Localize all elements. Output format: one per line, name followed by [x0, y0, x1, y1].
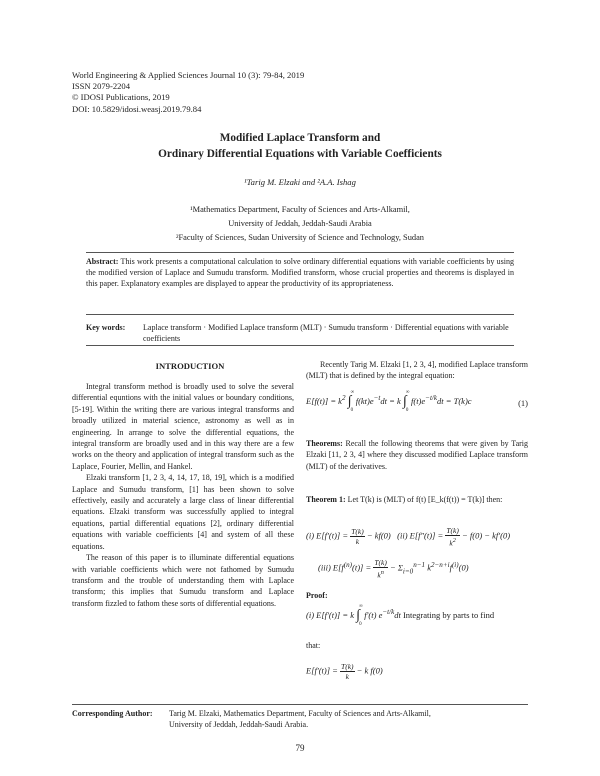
theorem-1-part-iii: (iii) $E[f^{(n)}(t)]$ = $\frac{T(k)}{k^n}$ − $\Sigma_{i=0}^{n-1}$ $k^{2-n+i}f^{(i)}(0)$ — [318, 558, 469, 580]
keywords-label: Key words: — [86, 323, 126, 332]
mlt-definition-text: Recently Tarig M. Elzaki [1, 2 3, 4], modified Laplace transform (MLT) that is defined by the integral equation: — [306, 360, 528, 381]
equation-1-number: (1) — [518, 398, 528, 408]
keywords-text: Laplace transform · Modified Laplace transform (MLT) · Sumudu transform · Differential equations with variable coefficients — [143, 323, 509, 343]
affiliations — [72, 203, 528, 245]
equation-1: $E[f(t)] = k^2$ ∫ ∞ 0 $f(kt)e^{-t}dt = k$ ∫ ∞ 0 $f(t)e^{-t/k}dt = T(k)c$ (1) — [306, 390, 528, 413]
abstract — [86, 256, 514, 289]
theorems-paragraph — [306, 438, 528, 472]
affiliation-3: ²Faculty of Sciences, Sudan University of Science and Technology, Sudan — [175, 233, 424, 242]
corresponding-author — [72, 708, 431, 730]
title-line-1: Modified Laplace Transform and — [219, 132, 381, 144]
proof-equation: (i) E[f′(t)] = k ∫ ∞ 0 f′(t) $e^{-t/k}dt$ Integrating by parts to find — [306, 604, 495, 627]
abstract-label: Abstract: — [86, 257, 119, 266]
theorems-label: Theorems: — [306, 439, 343, 448]
issn: ISSN 2079-2204 — [72, 81, 131, 92]
authors: ¹Tarig M. Elzaki and ²A.A. Ishag — [244, 177, 356, 187]
that-text: that: — [306, 641, 321, 650]
intro-paragraph-3: The reason of this paper is to illuminate differential equations with variable coefficients which were not fathomed by Sumudu transform and the trouble of understanding them with Laplace transform; this implies that Sumudu transform and Laplace transform fizzled to fathom these sorts of differential equations. — [72, 553, 294, 608]
keywords-bottom-rule — [86, 345, 514, 346]
affiliation-2: University of Jeddah, Jeddah-Saudi Arabia — [228, 219, 372, 228]
corresponding-author-line-2: University of Jeddah, Jeddah-Saudi Arabia. — [169, 720, 309, 729]
keywords — [86, 322, 514, 344]
paper-title — [72, 130, 528, 162]
title-line-2: Ordinary Differential Equations with Variable Coefficients — [158, 148, 442, 160]
proof-tail-text: Integrating by parts to find — [402, 609, 495, 620]
abstract-top-rule — [86, 252, 514, 253]
affiliation-1: ¹Mathematics Department, Faculty of Sciences and Arts-Alkamil, — [190, 205, 410, 214]
abstract-bottom-rule — [86, 314, 514, 315]
left-column — [72, 381, 294, 609]
theorem-1 — [306, 494, 528, 505]
that-text-block — [306, 640, 528, 651]
proof-result-equation: E[f′(t)] = $\frac{T(k)}{k}$ − k f(0) — [306, 662, 383, 681]
theorem-1-text: Let T(k) is (MLT) of f(t) [E_k(f(t)) = T(k)] then: — [347, 495, 503, 504]
abstract-text: This work presents a computational calculation to solve ordinary differential equations with variable coefficients by using the modified version of Laplace and Sumudu transform. Modified transform, whose crucial properties and theorems is displayed in this paper. Explanatory examples are displayed to appear the productivity of its appropriateness. — [86, 257, 514, 288]
theorem-1-part-i-ii: (i) E[f′(t)] = $\frac{T(k)}{k}$ − kf(0) (ii) E[f″(t)] = $\frac{T(k)}{k^2}$ − f(0) − kf′(0) — [306, 526, 511, 548]
theorem-1-label: Theorem 1: — [306, 495, 346, 504]
journal-citation: World Engineering & Applied Sciences Journal 10 (3): 79-84, 2019 — [72, 70, 305, 80]
doi: DOI: 10.5829/idosi.weasj.2019.79.84 — [72, 103, 202, 114]
intro-paragraph-2: Elzaki transform [1, 2 3, 4, 14, 17, 18, 19], which is a modified Laplace and Sumudu transform, [1] has been shown to solve effectively, easily and accurately a large class of linear differential equations. Elzaki transform was successfully applied to integral equations, partial differential equations [2], ordinary differential equations with variable coefficients [4] and system of all these equations. — [72, 473, 294, 551]
journal-header — [72, 70, 304, 115]
copyright: © IDOSI Publications, 2019 — [72, 92, 170, 103]
corresponding-author-line-1: Tarig M. Elzaki, Mathematics Department, Faculty of Sciences and Arts-Alkamil, — [169, 709, 431, 718]
proof-label-block — [306, 590, 528, 601]
intro-paragraph-1: Integral transform method is broadly used to solve the several differential equntions with the initial values or boundary conditions, [5-19]. Within the writing there are various integral transforms and broadly utilized in material science, astronomy as well as in engineering. In arrange to solve the differential equations, the integral transform are broadly used and in this way there are a few works on the theory and application of integral transform such as the Laplace, Fourier, Mellin, and Hankel. — [72, 382, 294, 471]
theorems-text: Recall the following theorems that were given by Tarig Elzaki [11, 2 3, 4] where they discussed modified Laplace transform (MLT) of the derivatives. — [306, 439, 529, 471]
footer-rule — [72, 704, 528, 705]
page-number: 79 — [295, 743, 305, 753]
section-heading-introduction: INTRODUCTION — [155, 361, 225, 371]
proof-label: Proof: — [306, 591, 328, 600]
corresponding-author-label: Corresponding Author: — [72, 709, 153, 718]
right-column-intro — [306, 359, 528, 382]
